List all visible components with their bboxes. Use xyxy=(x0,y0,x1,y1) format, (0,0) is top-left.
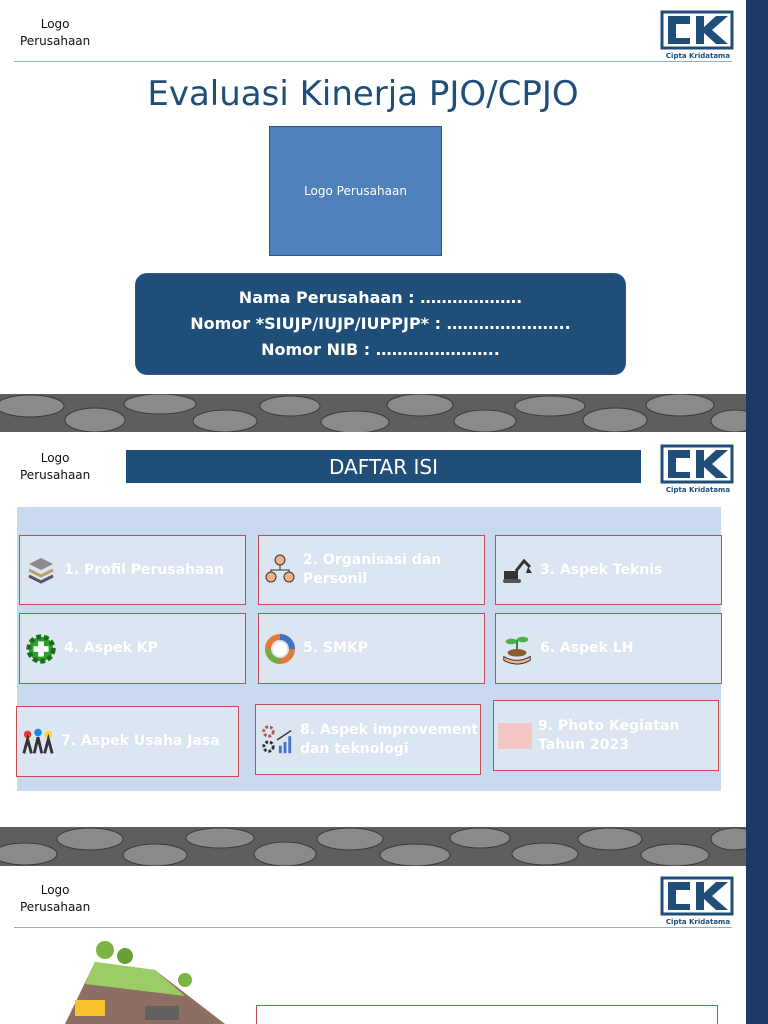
svg-text:Cipta Kridatama: Cipta Kridatama xyxy=(665,486,731,494)
mining-illustration xyxy=(45,940,235,1024)
plant-hand-icon xyxy=(500,632,534,666)
slide-2 xyxy=(0,434,746,866)
ck-logo-icon xyxy=(660,10,736,60)
company-logo-box: Logo Perusahaan xyxy=(269,126,442,256)
header-divider xyxy=(14,61,732,62)
rock-texture-banner xyxy=(0,394,746,432)
svg-text:Cipta Kridatama: Cipta Kridatama xyxy=(665,52,731,60)
toc-item-photo[interactable]: 9. Photo Kegiatan Tahun 2023 xyxy=(493,700,719,771)
cipta-kridatama-logo xyxy=(660,10,736,60)
header-divider xyxy=(14,927,732,928)
toc-item-teknis[interactable]: 3. Aspek Teknis xyxy=(495,535,722,605)
toc-item-smkp[interactable]: 5. SMKP xyxy=(258,613,485,684)
ck-logo-icon xyxy=(660,444,736,494)
toc-item-kp[interactable]: 4. Aspek KP xyxy=(19,613,246,684)
photo-placeholder-icon xyxy=(498,719,532,753)
toc-item-organisasi[interactable]: 2. Organisasi dan Personil xyxy=(258,535,485,605)
people-org-icon xyxy=(263,553,297,587)
mining-landscape-icon xyxy=(45,940,235,1024)
company-logo-placeholder: Logo Perusahaan xyxy=(20,451,91,482)
toc-title: DAFTAR ISI xyxy=(126,450,641,483)
toc-item-usaha-jasa[interactable]: 7. Aspek Usaha Jasa xyxy=(16,706,239,777)
safety-gear-icon xyxy=(24,632,58,666)
company-name-line: Nama Perusahaan : ………………. xyxy=(238,288,523,307)
content-box xyxy=(256,1005,718,1024)
gear-chart-icon xyxy=(260,723,294,757)
slide-3 xyxy=(0,868,746,1024)
toc-item-improvement[interactable]: 8. Aspek improvement dan teknologi xyxy=(255,704,481,775)
ck-logo-icon xyxy=(660,876,736,926)
company-logo-placeholder: Logo Perusahaan xyxy=(20,883,91,914)
license-number-line: Nomor *SIUJP/IUJP/IUPPJP* : ………………….. xyxy=(190,314,571,333)
layers-icon xyxy=(24,553,58,587)
excavator-icon xyxy=(500,553,534,587)
slide-1 xyxy=(0,0,746,432)
svg-text:Cipta Kridatama: Cipta Kridatama xyxy=(665,918,731,926)
nib-number-line: Nomor NIB : ………………….. xyxy=(261,340,500,359)
cycle-ring-icon xyxy=(263,632,297,666)
rock-texture-banner xyxy=(0,827,746,866)
company-info-box xyxy=(135,273,626,375)
company-logo-placeholder: Logo Perusahaan xyxy=(20,17,91,48)
page-title: Evaluasi Kinerja PJO/CPJO xyxy=(147,74,579,114)
toc-item-lh[interactable]: 6. Aspek LH xyxy=(495,613,722,684)
cipta-kridatama-logo xyxy=(660,876,736,926)
toc-item-profil[interactable]: 1. Profil Perusahaan xyxy=(19,535,246,605)
team-icon xyxy=(21,725,55,759)
cipta-kridatama-logo xyxy=(660,444,736,494)
right-sidebar-bar xyxy=(746,0,768,1024)
